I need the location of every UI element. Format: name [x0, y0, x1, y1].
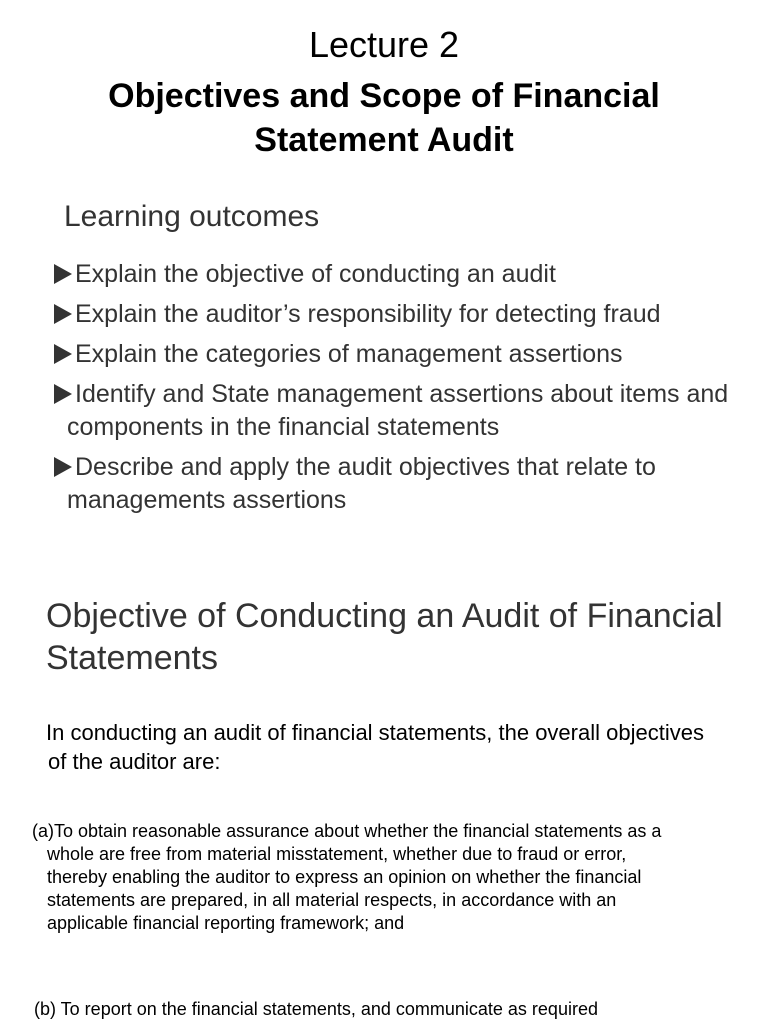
title-line-1: Objectives and Scope of Financial	[108, 77, 660, 115]
page-title	[40, 74, 728, 162]
intro-paragraph: In conducting an audit of financial statements, the overall objectives of the auditor are:	[46, 720, 704, 774]
section-title: Objective of Conducting an Audit of Financial Statements	[46, 597, 723, 677]
right-triangle-icon	[54, 384, 72, 404]
right-triangle-icon	[54, 264, 72, 284]
outcome-text: Describe and apply the audit objectives that relate to managements assertions	[67, 453, 656, 514]
right-triangle-icon	[54, 344, 72, 364]
list-item	[52, 338, 732, 371]
outcome-text: Explain the categories of management assertions	[75, 340, 623, 368]
outcome-text: Explain the auditor’s responsibility for detecting fraud	[75, 300, 661, 328]
outcome-text: Identify and State management assertions about items and components in the financial statements	[67, 380, 729, 441]
objective-a-paragraph: (a)To obtain reasonable assurance about whether the financial statements as a whole are free from material misstatement, whether due to fraud or error, thereby enabling the auditor to express an opinion on whether the financial statements are prepared, in all material respects, in accordance with an applicable financial reporting framework; and	[32, 821, 662, 933]
right-triangle-icon	[54, 304, 72, 324]
list-item	[52, 298, 732, 331]
right-triangle-icon	[54, 457, 72, 477]
title-line-2: Statement Audit	[254, 121, 514, 159]
learning-outcomes-heading: Learning outcomes	[64, 200, 320, 233]
learning-outcomes-list	[52, 258, 732, 524]
lecture-number: Lecture 2	[308, 24, 460, 65]
list-item	[52, 451, 732, 517]
list-item	[52, 258, 732, 291]
objective-b-paragraph: (b) To report on the financial statements, and communicate as required	[34, 999, 598, 1019]
list-item	[52, 378, 732, 444]
outcome-text: Explain the objective of conducting an audit	[75, 260, 556, 288]
